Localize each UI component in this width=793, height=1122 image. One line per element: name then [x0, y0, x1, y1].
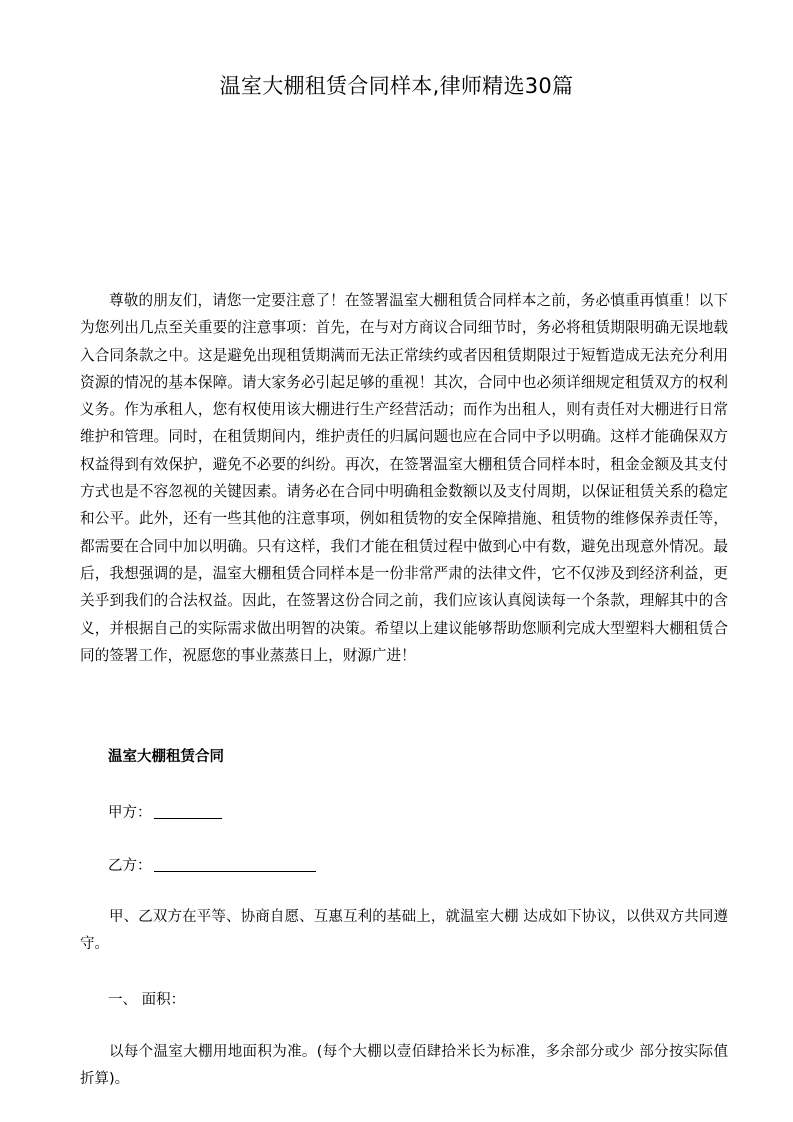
party-b-label: 乙方： — [108, 858, 152, 874]
section-1-title: 一、 面积： — [108, 992, 186, 1008]
party-a-row — [108, 801, 222, 822]
party-a-blank — [154, 804, 222, 819]
section-1-body: 以每个温室大棚用地面积为准。(每个大棚以壹佰肆拾米长为标准，多余部分或少 部分按实际值折算)。 — [80, 1044, 728, 1087]
party-a-label: 甲方： — [108, 805, 152, 821]
document-title: 温室大棚租赁合同样本,律师精选30篇 — [219, 74, 574, 98]
party-b-blank — [154, 857, 316, 872]
intro-paragraph: 尊敬的朋友们，请您一定要注意了！在签署温室大棚租赁合同样本之前，务必慎重再慎重！以下为您列出几点至关重要的注意事项：首先，在与对方商议合同细节时，务必将租赁期限明确无误地载入合同条款之中。这是避免出现租赁期满而无法正常续约或者因租赁期限过于短暂造成无法充分利用资源的情况的基本保障。请大家务必引起足够的重视！其次，合同中也必须详细规定租赁双方的权利义务。作为承租人，您有权使用该大棚进行生产经营活动；而作为出租人，则有责任对大棚进行日常维护和管理。同时，在租赁期间内，维护责任的归属问题也应在合同中予以明确。这样才能确保双方权益得到有效保护，避免不必要的纠纷。再次，在签署温室大棚租赁合同样本时，租金金额及其支付方式也是不容忽视的关键因素。请务必在合同中明确租金数额以及支付周期，以保证租赁关系的稳定和公平。此外，还有一些其他的注意事项，例如租赁物的安全保障措施、租赁物的维修保养责任等，都需要在合同中加以明确。只有这样，我们才能在租赁过程中做到心中有数，避免出现意外情况。最后，我想强调的是，温室大棚租赁合同样本是一份非常严肃的法律文件，它不仅涉及到经济利益，更关乎到我们的合法权益。因此，在签署这份合同之前，我们应该认真阅读每一个条款，理解其中的含义，并根据自己的实际需求做出明智的决策。希望以上建议能够帮助您顺利完成大型塑料大棚租赁合同的签署工作，祝愿您的事业蒸蒸日上，财源广进！ — [80, 292, 728, 664]
contract-title: 温室大棚租赁合同 — [108, 749, 224, 765]
agreement-paragraph: 甲、乙双方在平等、协商自愿、互惠互利的基础上，就温室大棚 达成如下协议，以供双方共同遵守。 — [80, 909, 728, 952]
party-b-row — [108, 854, 316, 875]
